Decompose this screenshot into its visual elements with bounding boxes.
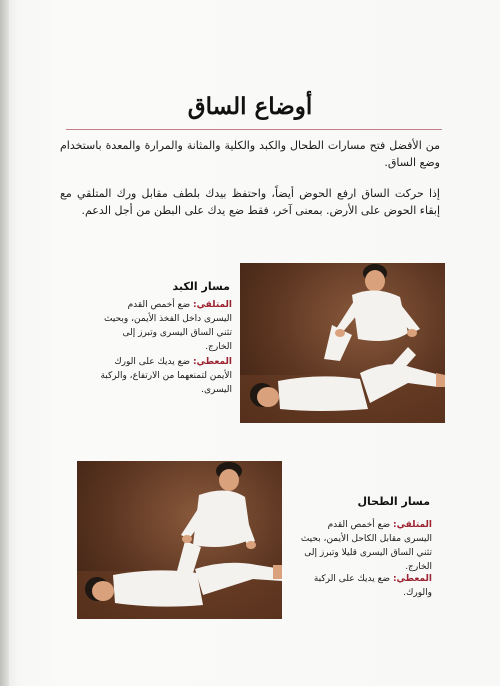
- spleen-meridian-heading: مسار الطحال: [357, 495, 430, 508]
- title-divider: [66, 129, 442, 130]
- receiver-term: المتلقي:: [392, 520, 432, 530]
- spleen-meridian-illustration: [77, 461, 282, 619]
- intro-paragraph: من الأفضل فتح مسارات الطحال والكبد والكلية والمثانة والمرارة والمعدة باستخدام وضع الساق.: [60, 139, 440, 169]
- giver-term: المعطي:: [392, 574, 432, 584]
- spleen-receiver-instruction: [300, 518, 432, 574]
- spleen-meridian-photo: [77, 461, 282, 619]
- liver-meridian-heading: مسار الكبد: [172, 280, 230, 293]
- liver-giver-instruction: [100, 355, 232, 397]
- liver-meridian-photo: [240, 263, 445, 423]
- liver-meridian-illustration: [240, 263, 445, 423]
- giver-term: المعطي:: [192, 357, 232, 367]
- giver-text: ضع يديك على الورك الأيمن لتمنعهما من الارتفاع، والركبة اليسرى.: [100, 357, 232, 395]
- page-title: أوضاع الساق: [187, 93, 313, 120]
- receiver-text: ضع أخمص القدم اليسرى مقابل الكاحل الأيمن، بحيث تثني الساق اليسرى قليلا وتبرز إلى الخارج.: [300, 520, 432, 572]
- instruction-paragraph: إذا حركت الساق ارفع الحوض أيضاً، واحتفظ بيدك بلطف مقابل ورك المتلقي مع إبقاء الحوض على الأرض. بمعنى آخر، فقط ضع يدك على البطن من أجل الدعم.: [60, 187, 440, 217]
- liver-receiver-instruction: [100, 298, 232, 354]
- giver-text: ضع يديك على الركبة والورك.: [313, 574, 432, 598]
- receiver-term: المتلقي:: [192, 300, 232, 310]
- receiver-text: ضع أخمص القدم اليسرى داخل الفخذ الأيمن، وبحيث تثني الساق اليسرى وتبرز إلى الخارج.: [104, 300, 232, 352]
- spleen-giver-instruction: [300, 572, 432, 600]
